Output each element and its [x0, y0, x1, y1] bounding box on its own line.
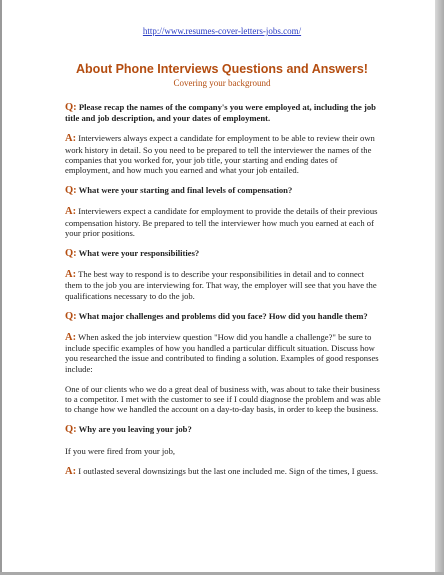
- question-marker: Q:: [65, 248, 77, 260]
- answer-marker: A:: [65, 206, 77, 218]
- example-response-paragraph: One of our clients who we do a great deal of business with, was about to take their business to a competitor. I met with the customer to see if I could diagnose the problem and was able to change how we handled the account on a day-to-day basis, in order to keep the business.: [65, 383, 381, 415]
- question-text: What were your starting and final levels of compensation?: [78, 185, 293, 196]
- answer-text: I outlasted several downsizings but the last one included me. Sign of the times, I guess.: [78, 465, 379, 476]
- question-4: [65, 311, 383, 322]
- question-text: What major challenges and problems did you face? How did you handle them?: [78, 310, 368, 321]
- answer-marker: A:: [65, 269, 77, 281]
- qa-content: [65, 102, 383, 487]
- answer-marker: A:: [65, 133, 77, 145]
- question-1: [65, 102, 383, 123]
- answer-text: When asked the job interview question "How did you handle a challenge?" be sure to include specific examples of how you handled a particular difficult situation. Discuss how you researched the issue and contributed to finding a solution. Examples of good responses include:: [65, 332, 379, 374]
- answer-marker: A:: [65, 332, 77, 344]
- question-5: [65, 424, 383, 435]
- question-marker: Q:: [65, 185, 77, 197]
- question-marker: Q:: [65, 102, 77, 113]
- answer-2: [65, 206, 383, 238]
- question-3: [65, 248, 383, 259]
- answer-4: [65, 332, 383, 374]
- answer-5: [65, 466, 383, 477]
- answer-marker: A:: [65, 465, 77, 477]
- answer-3: [65, 269, 383, 301]
- question-text: What were your responsibilities?: [78, 248, 200, 259]
- answer-1: [65, 133, 383, 175]
- question-marker: Q:: [65, 424, 77, 436]
- context-paragraph: If you were fired from your job,: [65, 445, 176, 456]
- answer-text: Interviewers expect a candidate for employment to provide the details of their previous compensation history. Be prepared to tell the interviewer how much you earned at each of your prior positions.: [65, 206, 378, 238]
- source-url-link[interactable]: http://www.resumes-cover-letters-jobs.com/: [142, 26, 302, 36]
- page-subtitle: Covering your background: [173, 78, 271, 88]
- answer-text: Interviewers always expect a candidate for employment to be able to review their own work history in detail. So you need to be prepared to tell the interviewer the names of the companies that you worked for, your job title, your starting and ending dates of employment, and how much you earned and what your job entailed.: [65, 133, 375, 176]
- question-text: Please recap the names of the company's you were employed at, including the job title and job description, and your dates of employment.: [65, 102, 376, 124]
- page-title: About Phone Interviews Questions and Answers!: [76, 62, 368, 76]
- question-text: Why are you leaving your job?: [78, 424, 192, 435]
- answer-text: The best way to respond is to describe your responsibilities in detail and to connect them to the job you are interviewing for. That way, the employer will see that you have the qualifications necessary to do the job.: [65, 269, 377, 301]
- question-marker: Q:: [65, 310, 77, 322]
- question-2: [65, 185, 383, 196]
